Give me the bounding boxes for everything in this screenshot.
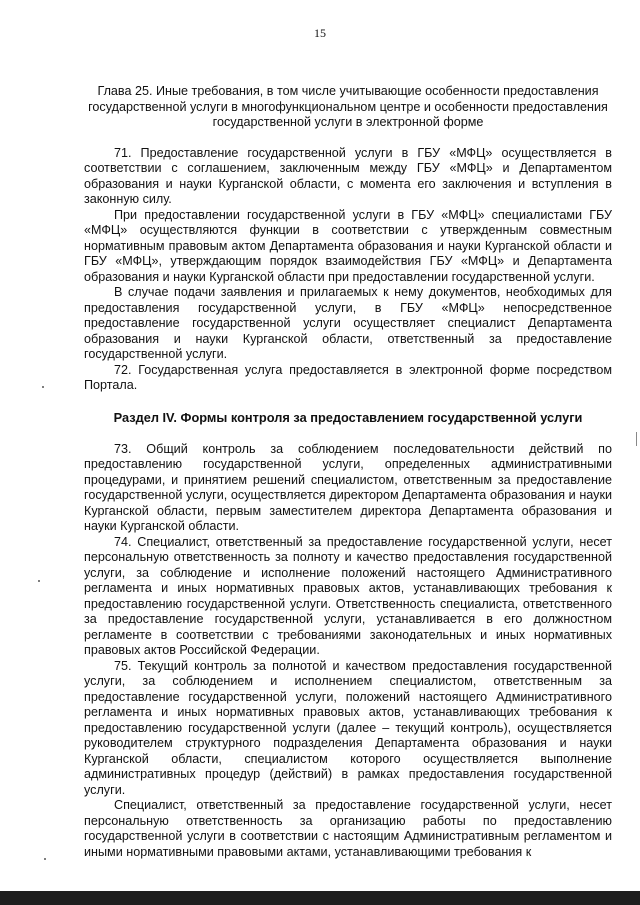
paragraph-mfc-submission: В случае подачи заявления и прилагаемых к нему документов, необходимых для предоставления государственной услуги, в ГБУ «МФЦ» непосредственное предоставление государственной услуги осуществляет специалист Департамента образования и науки Курганской области, ответственный за предоставление государственной услуги. — [84, 285, 612, 361]
section-heading: Раздел IV. Формы контроля за предоставлением государственной услуги — [113, 409, 583, 425]
scan-speck — [42, 386, 44, 388]
scan-edge-mark — [636, 432, 637, 446]
paragraph-73: 73. Общий контроль за соблюдением последовательности действий по предоставлению государственной услуги, определенных административными процедурами, и принятием решений специалистом, ответственным за предоставление государственной услуги, осуществляется директором Департамента образования и науки Курганской области, первым заместителем директора Департамента образования и науки Курганской области. — [84, 441, 612, 533]
paragraph-71: 71. Предоставление государственной услуги в ГБУ «МФЦ» осуществляется в соответствии с соглашением, заключенным между ГБУ «МФЦ» и Департаментом образования и науки Курганской области, с момента его заключения и вступления в законную силу. — [84, 145, 612, 206]
paragraph-72: 72. Государственная услуга предоставляется в электронной форме посредством Портала. — [84, 362, 612, 392]
document-body — [84, 84, 612, 860]
scan-bottom-edge — [0, 891, 640, 905]
chapter-heading: Глава 25. Иные требования, в том числе учитывающие особенности предоставления государственной услуги в многофункциональном центре и особенности предоставления государственной услуги в электронной форме — [88, 84, 608, 129]
scan-speck — [38, 580, 40, 582]
paragraph-75: 75. Текущий контроль за полнотой и качеством предоставления государственной услуги, за соблюдением и исполнением специалистом, ответственным за предоставление государственной услуги, положений настоящего Административного регламента и иных нормативных правовых актов, устанавливающих требования к предоставлению государственной услуги (далее – текущий контроль), осуществляется руководителем структурного подразделения Департамента образования и науки Курганской области, специалистом которого осуществляется выполнение административных процедур (действий) в рамках предоставления государственной услуги. — [84, 658, 612, 797]
paragraph-mfc-functions: При предоставлении государственной услуги в ГБУ «МФЦ» специалистами ГБУ «МФЦ» осуществляются функции в соответствии с утвержденным совместным нормативным правовым актом Департамента образования и науки Курганской области и ГБУ «МФЦ», утверждающим порядок взаимодействия ГБУ «МФЦ» и Департамента образования и науки Курганской области при предоставлении государственной услуги. — [84, 207, 612, 284]
page-number: 15 — [314, 26, 326, 40]
paragraph-74: 74. Специалист, ответственный за предоставление государственной услуги, несет персональную ответственность за полноту и качество предоставления государственной услуги, за соблюдение и исполнение положений настоящего Административного регламента и иных нормативных правовых актов, устанавливающих требования к предоставлению государственной услуги. Ответственность специалиста, ответственного за предоставление государственной услуги, устанавливается в его должностном регламенте в соответствии с требованиями законодательных и иных нормативных правовых актов Российской Федерации. — [84, 534, 612, 657]
paragraph-specialist-responsibility: Специалист, ответственный за предоставление государственной услуги, несет персональную ответственность за организацию работы по предоставлению государственной услуги в соответствии с настоящим Административным регламентом и иными нормативными правовыми актами, устанавливающими требования к — [84, 798, 612, 859]
scan-speck — [44, 858, 46, 860]
